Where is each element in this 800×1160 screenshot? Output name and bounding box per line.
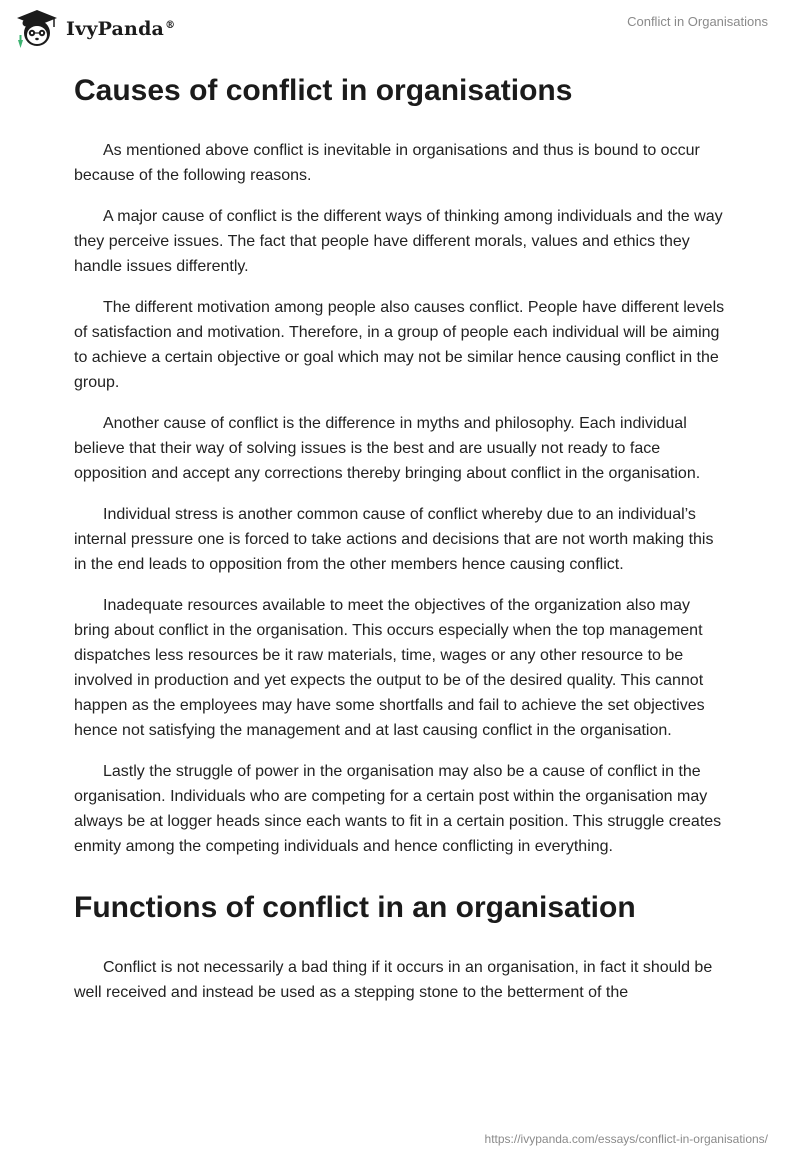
section-heading-causes: Causes of conflict in organisations xyxy=(74,74,573,107)
paragraph: The different motivation among people also causes conflict. People have different levels of satisfaction and motivation. Therefore, in a group of people each individual will be aiming to achieve a certain objective or goal which may not be similar hence causing conflict in the group. xyxy=(74,299,725,391)
document-title: Conflict in Organisations xyxy=(627,14,768,29)
brand-logo[interactable] xyxy=(14,8,175,50)
article-content xyxy=(74,74,726,1021)
paragraph: A major cause of conflict is the different ways of thinking among individuals and the way they perceive issues. The fact that people have different morals, values and ethics they handle issues differently. xyxy=(74,208,723,275)
source-url[interactable]: https://ivypanda.com/essays/conflict-in-organisations/ xyxy=(484,1132,768,1146)
page-header xyxy=(0,0,800,64)
paragraph: Inadequate resources available to meet the objectives of the organization also may bring about conflict in the organisation. This occurs especially when the top management dispatches less resources be it raw materials, time, wages or any other resource to be involved in production and yet expects the output to be of the desired quality. This cannot happen as the employees may have some shortfalls and fail to achieve the set objectives hence not satisfying the management and at last causing conflict in the organisation. xyxy=(74,597,705,739)
paragraph: Another cause of conflict is the difference in myths and philosophy. Each individual believe that their way of solving issues is the best and are usually not ready to face opposition and accept any corrections thereby bringing about conflict in the organisation. xyxy=(74,415,701,482)
paragraph: Individual stress is another common cause of conflict whereby due to an individual’s internal pressure one is forced to take actions and decisions that are not worth making this in the end leads to opposition from the other members hence causing conflict. xyxy=(74,506,714,573)
panda-graduate-icon xyxy=(14,8,60,50)
paragraph: Lastly the struggle of power in the organisation may also be a cause of conflict in the organisation. Individuals who are competing for a certain post within the organisation may always be at logger heads since each wants to fit in a certain position. This struggle creates enmity among the competing individuals and hence conflicting in everything. xyxy=(74,763,722,855)
paragraph: As mentioned above conflict is inevitable in organisations and thus is bound to occur because of the following reasons. xyxy=(74,142,700,184)
paragraph: Conflict is not necessarily a bad thing if it occurs in an organisation, in fact it should be well received and instead be used as a stepping stone to the betterment of the xyxy=(74,959,713,1001)
brand-name: IvyPanda® xyxy=(66,18,176,40)
section-heading-functions: Functions of conflict in an organisation xyxy=(74,891,636,924)
